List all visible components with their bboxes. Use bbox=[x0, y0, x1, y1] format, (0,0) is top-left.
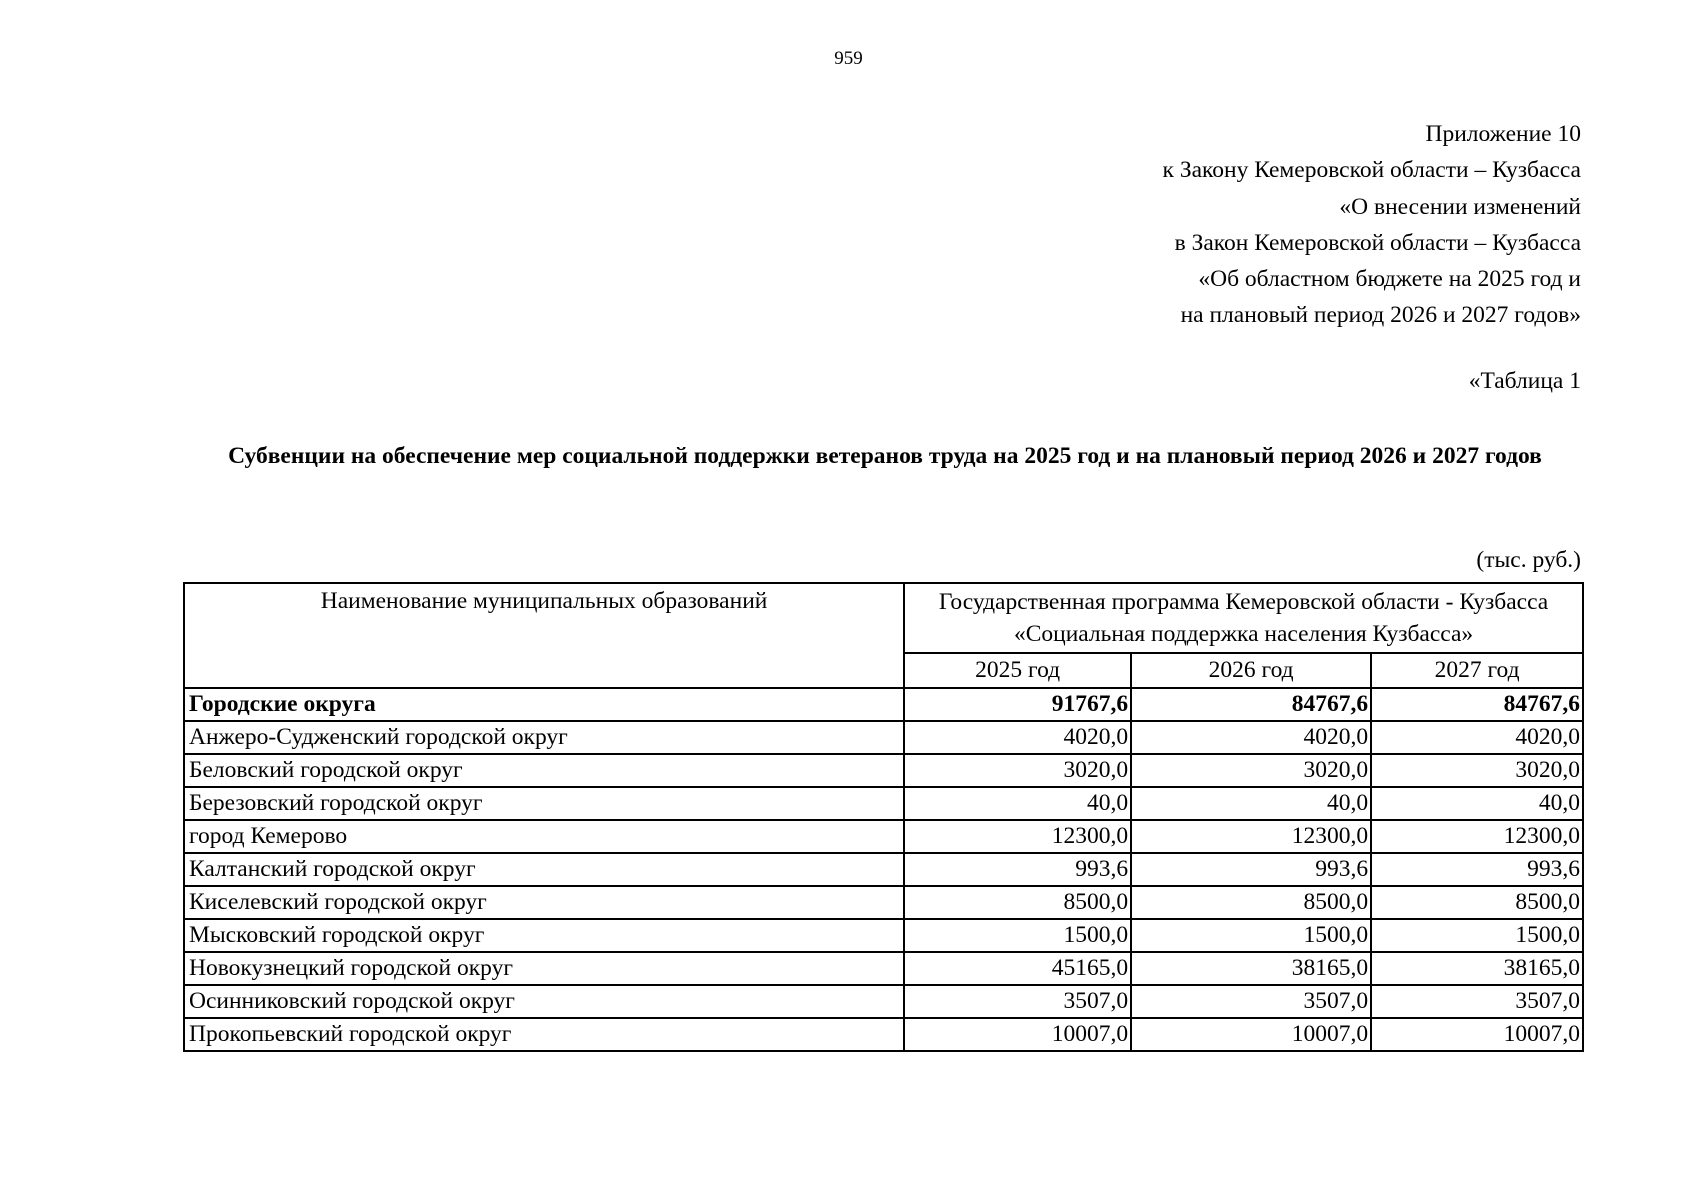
row-value-2025: 3507,0 bbox=[904, 985, 1131, 1018]
row-value-2027: 38165,0 bbox=[1371, 952, 1583, 985]
table-row bbox=[184, 919, 1583, 952]
row-value-2026: 1500,0 bbox=[1131, 919, 1371, 952]
table-row bbox=[184, 853, 1583, 886]
appendix-line: «О внесении изменений bbox=[1339, 193, 1581, 220]
row-value-2025: 10007,0 bbox=[904, 1018, 1131, 1051]
row-value-2026: 84767,6 bbox=[1131, 688, 1371, 721]
column-header-municipality: Наименование муниципальных образований bbox=[184, 583, 904, 688]
row-name: Киселевский городской округ bbox=[184, 886, 904, 919]
row-value-2025: 91767,6 bbox=[904, 688, 1131, 721]
row-value-2027: 3020,0 bbox=[1371, 754, 1583, 787]
row-value-2025: 4020,0 bbox=[904, 721, 1131, 754]
row-value-2026: 10007,0 bbox=[1131, 1018, 1371, 1051]
row-value-2025: 3020,0 bbox=[904, 754, 1131, 787]
row-value-2027: 1500,0 bbox=[1371, 919, 1583, 952]
appendix-header bbox=[1163, 116, 1581, 334]
table-row bbox=[184, 952, 1583, 985]
table-header-row bbox=[184, 583, 1583, 653]
row-value-2025: 8500,0 bbox=[904, 886, 1131, 919]
row-value-2026: 38165,0 bbox=[1131, 952, 1371, 985]
row-value-2026: 3507,0 bbox=[1131, 985, 1371, 1018]
table-reference: «Таблица 1 bbox=[1468, 368, 1581, 394]
row-value-2025: 40,0 bbox=[904, 787, 1131, 820]
column-header-year-2025: 2025 год bbox=[904, 653, 1131, 688]
row-name: Прокопьевский городской округ bbox=[184, 1018, 904, 1051]
row-name: Осинниковский городской округ bbox=[184, 985, 904, 1018]
document-title: Субвенции на обеспечение мер социальной поддержки ветеранов труда на 2025 год и на плановый период 2026 и 2027 годов bbox=[228, 443, 1542, 469]
row-name: Новокузнецкий городской округ bbox=[184, 952, 904, 985]
row-name: Калтанский городской округ bbox=[184, 853, 904, 886]
table-row bbox=[184, 886, 1583, 919]
column-header-year-2026: 2026 год bbox=[1131, 653, 1371, 688]
row-value-2026: 993,6 bbox=[1131, 853, 1371, 886]
table-row bbox=[184, 754, 1583, 787]
table-row bbox=[184, 820, 1583, 853]
subventions-table bbox=[183, 582, 1584, 1052]
row-value-2027: 12300,0 bbox=[1371, 820, 1583, 853]
row-name: Березовский городской округ bbox=[184, 787, 904, 820]
row-value-2027: 3507,0 bbox=[1371, 985, 1583, 1018]
table-row bbox=[184, 985, 1583, 1018]
table-row-total bbox=[184, 688, 1583, 721]
row-value-2027: 40,0 bbox=[1371, 787, 1583, 820]
row-name: Анжеро-Судженский городской округ bbox=[184, 721, 904, 754]
row-value-2027: 4020,0 bbox=[1371, 721, 1583, 754]
row-value-2026: 40,0 bbox=[1131, 787, 1371, 820]
appendix-line: на плановый период 2026 и 2027 годов» bbox=[1180, 302, 1581, 329]
table-row bbox=[184, 721, 1583, 754]
row-value-2027: 84767,6 bbox=[1371, 688, 1583, 721]
row-value-2027: 993,6 bbox=[1371, 853, 1583, 886]
table-row bbox=[184, 1018, 1583, 1051]
row-value-2025: 993,6 bbox=[904, 853, 1131, 886]
row-name: Городские округа bbox=[184, 688, 904, 721]
column-header-year-2027: 2027 год bbox=[1371, 653, 1583, 688]
appendix-line: «Об областном бюджете на 2025 год и bbox=[1198, 266, 1581, 293]
row-value-2025: 45165,0 bbox=[904, 952, 1131, 985]
appendix-line: к Закону Кемеровской области – Кузбасса bbox=[1162, 157, 1581, 184]
table-row bbox=[184, 787, 1583, 820]
appendix-line: Приложение 10 bbox=[1425, 121, 1581, 147]
row-value-2027: 10007,0 bbox=[1371, 1018, 1583, 1051]
row-name: Мысковский городской округ bbox=[184, 919, 904, 952]
appendix-line: в Закон Кемеровской области – Кузбасса bbox=[1174, 229, 1581, 256]
row-value-2025: 12300,0 bbox=[904, 820, 1131, 853]
row-value-2026: 12300,0 bbox=[1131, 820, 1371, 853]
column-header-program: Государственная программа Кемеровской области - Кузбасса «Социальная поддержка населения Кузбасса» bbox=[904, 583, 1583, 653]
page-number: 959 bbox=[834, 48, 863, 69]
row-name: город Кемерово bbox=[184, 820, 904, 853]
row-value-2026: 3020,0 bbox=[1131, 754, 1371, 787]
row-value-2026: 4020,0 bbox=[1131, 721, 1371, 754]
row-name: Беловский городской округ bbox=[184, 754, 904, 787]
row-value-2027: 8500,0 bbox=[1371, 886, 1583, 919]
row-value-2025: 1500,0 bbox=[904, 919, 1131, 952]
units-label: (тыс. руб.) bbox=[1476, 547, 1581, 573]
row-value-2026: 8500,0 bbox=[1131, 886, 1371, 919]
